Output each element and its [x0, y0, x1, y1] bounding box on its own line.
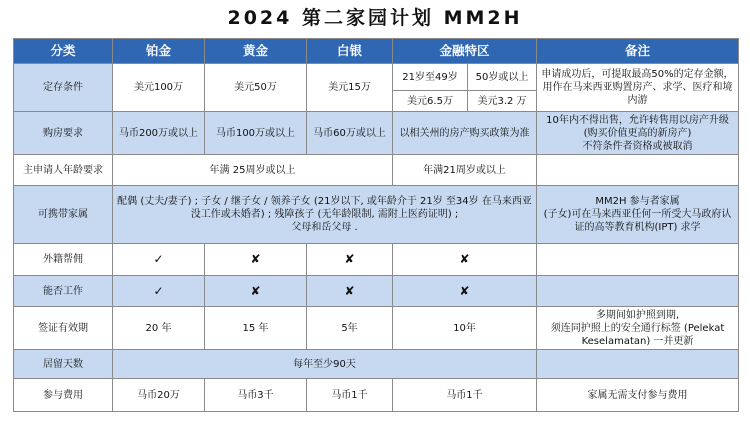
cell-age-main: 年满 25周岁或以上	[113, 155, 393, 186]
table-row	[14, 155, 739, 186]
header-sez: 金融特区	[393, 39, 537, 64]
table-row	[14, 307, 739, 350]
table-row	[14, 63, 739, 91]
header-category: 分类	[14, 39, 113, 64]
header-gold: 黄金	[205, 39, 307, 64]
table-row	[14, 244, 739, 276]
cell-platinum: 马币20万	[113, 379, 205, 412]
cell-sez: 马币1千	[393, 379, 537, 412]
cell-gold: 马币3千	[205, 379, 307, 412]
cross-icon: ✘	[307, 276, 393, 307]
cell-note: 多期间如护照到期, 须连同护照上的安全通行标签 (Pelekat Keselamatan) 一并更新	[537, 307, 739, 350]
cell-gold: 美元50万	[205, 63, 307, 111]
table-row	[14, 276, 739, 307]
row-label-age: 主申请人年龄要求	[14, 155, 113, 186]
table-row	[14, 379, 739, 412]
cell-platinum: 美元100万	[113, 63, 205, 111]
table-row	[14, 350, 739, 379]
cell-sez: 以相关州的房产购买政策为准	[393, 111, 537, 154]
header-row	[14, 39, 739, 64]
cell-silver: 美元15万	[307, 63, 393, 111]
cross-icon: ✘	[307, 244, 393, 276]
cell-age-sez: 年满21周岁或以上	[393, 155, 537, 186]
cell-note	[537, 276, 739, 307]
row-label-validity: 签证有效期	[14, 307, 113, 350]
header-notes: 备注	[537, 39, 739, 64]
cell-note: 申请成功后，可提取最高50%的定存金额，用作在马来西亚购置房产、求学、医疗和境内游	[537, 63, 739, 111]
cell-stay-main: 每年至少90天	[113, 350, 537, 379]
cell-gold: 马币100万或以上	[205, 111, 307, 154]
cell-gold: 15 年	[205, 307, 307, 350]
table-row	[14, 185, 739, 244]
row-label-family: 可携带家属	[14, 185, 113, 244]
cell-note: MM2H 参与者家属 (子女)可在马来西亚任何一所受大马政府认证的高等教育机构(IPT) 求学	[537, 185, 739, 244]
header-silver: 白银	[307, 39, 393, 64]
cell-note	[537, 350, 739, 379]
cross-icon: ✘	[393, 276, 537, 307]
cell-sez-amount-2: 美元3.2 万	[468, 91, 537, 112]
row-label-work: 能否工作	[14, 276, 113, 307]
table-row	[14, 111, 739, 154]
cell-note: 10年内不得出售，允许转售用以房产升级(购买价值更高的新房产) 不符条件者资格或被取消	[537, 111, 739, 154]
cell-note	[537, 155, 739, 186]
mm2h-table	[13, 38, 739, 412]
row-label-maid: 外籍帮佣	[14, 244, 113, 276]
row-label-stay: 居留天数	[14, 350, 113, 379]
cell-sez-age-1: 21岁至49岁	[393, 63, 468, 91]
cell-silver: 5年	[307, 307, 393, 350]
cell-platinum: 马币200万或以上	[113, 111, 205, 154]
cell-family-main: 配偶 (丈夫/妻子) ; 子女 / 继子女 / 领养子女 (21岁以下, 或年龄介于 21岁 至34岁 在马来西亚 没工作或未婚者) ; 残障孩子 (无年龄限制, 需附上医药证明) ; 父母和岳父母 .	[113, 185, 537, 244]
cell-sez: 10年	[393, 307, 537, 350]
cell-platinum: 20 年	[113, 307, 205, 350]
row-label-deposit: 定存条件	[14, 63, 113, 111]
cross-icon: ✘	[205, 244, 307, 276]
cross-icon: ✘	[205, 276, 307, 307]
cross-icon: ✘	[393, 244, 537, 276]
page-title: 2024 第二家园计划 MM2H	[227, 7, 523, 29]
cell-silver: 马币1千	[307, 379, 393, 412]
row-label-fee: 参与费用	[14, 379, 113, 412]
check-icon: ✓	[113, 244, 205, 276]
cell-sez-amount-1: 美元6.5万	[393, 91, 468, 112]
row-label-property: 购房要求	[14, 111, 113, 154]
check-icon: ✓	[113, 276, 205, 307]
header-platinum: 铂金	[113, 39, 205, 64]
cell-note	[537, 244, 739, 276]
cell-silver: 马币60万或以上	[307, 111, 393, 154]
cell-sez-age-2: 50岁或以上	[468, 63, 537, 91]
cell-note: 家属无需支付参与费用	[537, 379, 739, 412]
